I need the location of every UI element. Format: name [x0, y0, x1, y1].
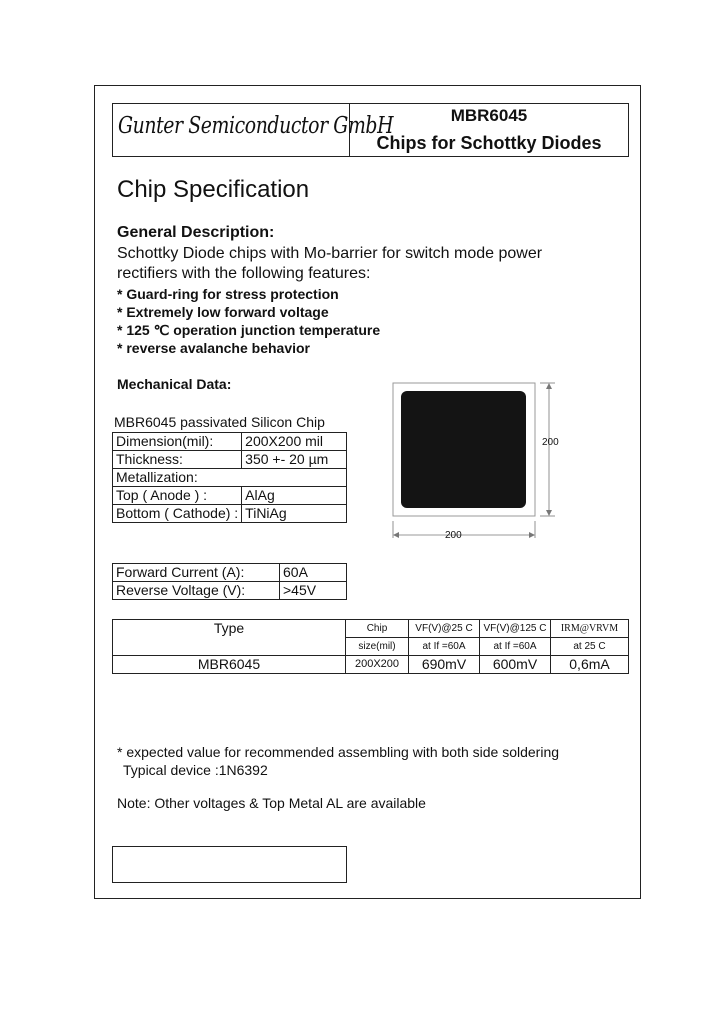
row-irm: 0,6mA [551, 656, 629, 674]
feature-bullet: * 125 ℃ operation junction temperature [117, 322, 381, 338]
reverse-voltage-label: Reverse Voltage (V): [113, 582, 280, 600]
bottom-metal-label: Bottom ( Cathode) : [113, 505, 242, 523]
metallization-label: Metallization: [113, 469, 347, 487]
general-heading: General Description: [117, 224, 275, 241]
thickness-value: 350 +- 20 µm [242, 451, 347, 469]
row-chip: 200X200 [346, 656, 409, 674]
sub-vf125: at If =60A [480, 638, 551, 656]
col-chip-header: Chip [346, 620, 409, 638]
row-type: MBR6045 [113, 656, 346, 674]
empty-box [112, 846, 347, 883]
reverse-voltage-value: >45V [280, 582, 347, 600]
mechanical-heading: Mechanical Data: [117, 376, 232, 392]
type-table [112, 619, 629, 674]
bottom-metal-value: TiNiAg [242, 505, 347, 523]
company-name: Gunter Semiconductor GmbH [118, 113, 394, 139]
forward-current-value: 60A [280, 564, 347, 582]
feature-bullet: * Extremely low forward voltage [117, 304, 329, 320]
col-irm-header: IRM@VRVM [551, 620, 629, 638]
forward-current-label: Forward Current (A): [113, 564, 280, 582]
mechanical-table [112, 432, 347, 523]
sub-irm: at 25 C [551, 638, 629, 656]
part-number: MBR6045 [450, 106, 528, 125]
row-vf125: 600mV [480, 656, 551, 674]
sub-vf25: at If =60A [409, 638, 480, 656]
mechanical-caption: MBR6045 passivated Silicon Chip [114, 414, 325, 430]
height-label: 200 [542, 437, 559, 448]
note-typical: Typical device :1N6392 [123, 762, 268, 778]
part-title: Chips for Schottky Diodes [376, 133, 602, 153]
note-expected: * expected value for recommended assembling with both side soldering [117, 744, 560, 760]
top-metal-value: AlAg [242, 487, 347, 505]
description-line-2: rectifiers with the following features: [117, 265, 371, 282]
thickness-label: Thickness: [113, 451, 242, 469]
top-metal-label: Top ( Anode ) : [113, 487, 242, 505]
description-line-1: Schottky Diode chips with Mo-barrier for switch mode power [117, 245, 543, 262]
width-label: 200 [445, 530, 462, 541]
col-vf25-header: VF(V)@25 C [409, 620, 480, 638]
type-header: Type [113, 620, 346, 656]
chip-drawing [390, 380, 580, 545]
note-other: Note: Other voltages & Top Metal AL are available [117, 795, 426, 811]
feature-bullet: * Guard-ring for stress protection [117, 286, 339, 302]
col-vf125-header: VF(V)@125 C [480, 620, 551, 638]
chip-die [401, 391, 526, 508]
feature-bullet: * reverse avalanche behavior [117, 340, 311, 356]
sub-chip: size(mil) [346, 638, 409, 656]
dimension-label: Dimension(mil): [113, 433, 242, 451]
row-vf25: 690mV [409, 656, 480, 674]
ratings-table [112, 563, 347, 600]
page-title: Chip Specification [117, 176, 310, 203]
dimension-value: 200X200 mil [242, 433, 347, 451]
